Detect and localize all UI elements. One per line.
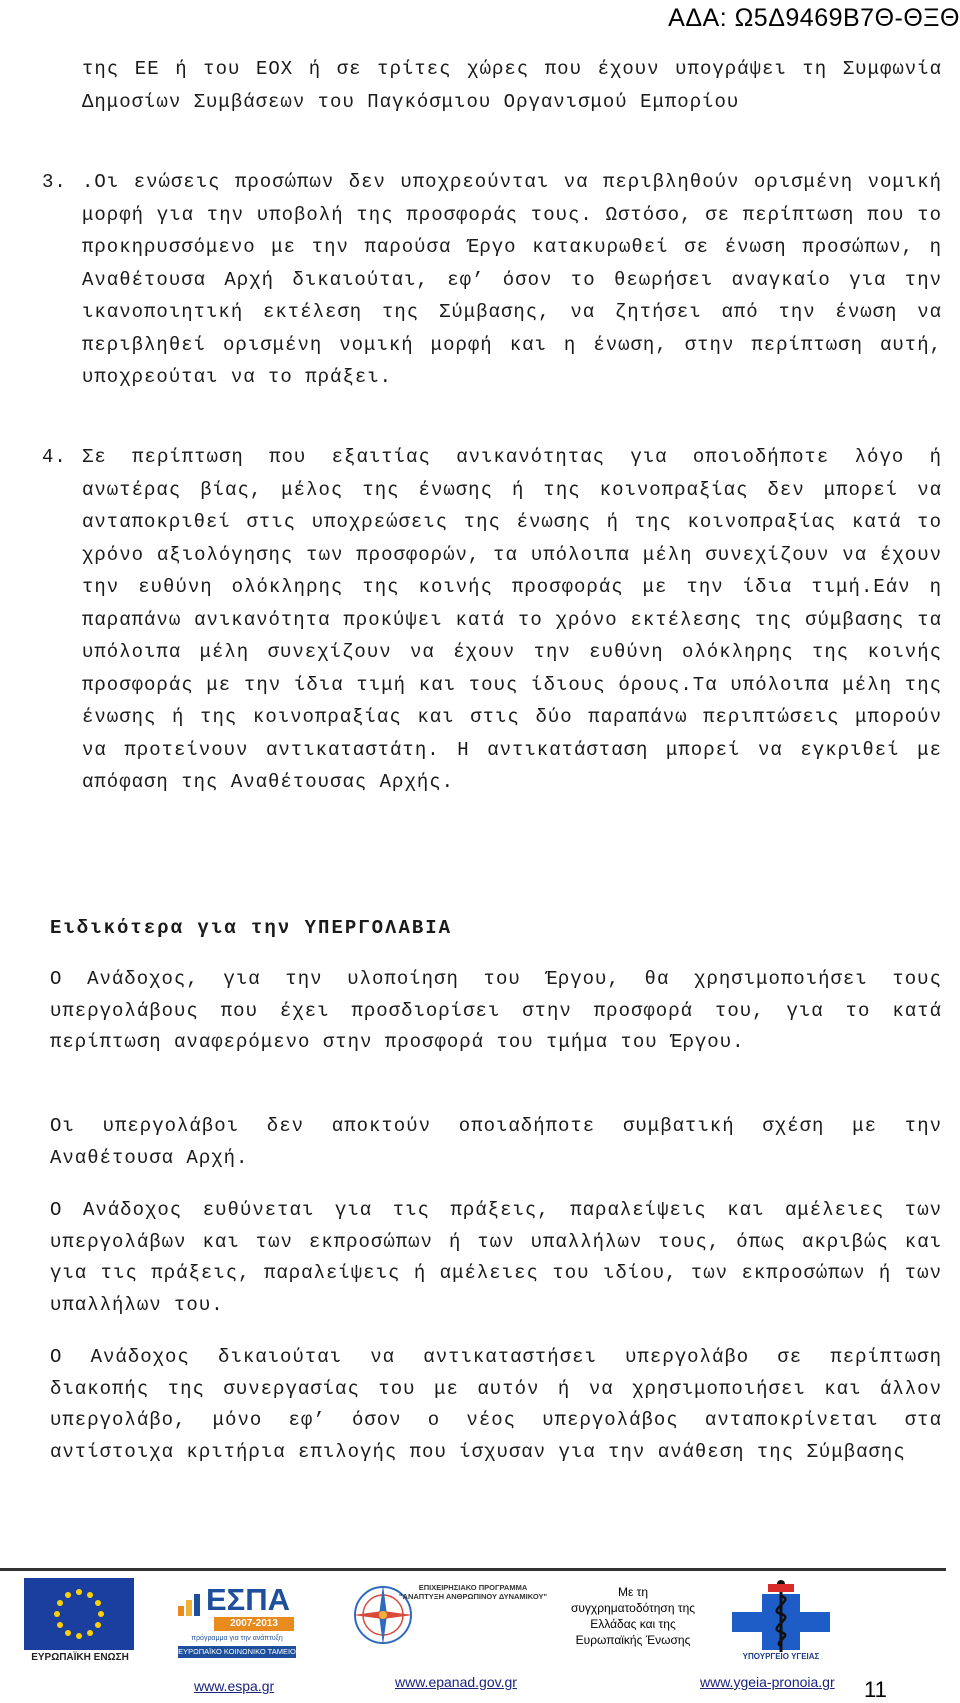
ministry-health-logo-icon [728, 1576, 834, 1656]
continuation-text: της ΕΕ ή του ΕΟΧ ή σε τρίτες χώρες που έχουν υπογράψει τη Συμφωνία Δημοσίων Συμβάσεων του Παγκόσμιου Οργανισμού Εμπορίου [82, 58, 942, 113]
footer-divider [0, 1568, 946, 1571]
cofunding-text: Με τη συγχρηματοδότηση της Ελλάδας και της Ευρωπαϊκής Ένωσης [570, 1585, 696, 1647]
footer [0, 1572, 960, 1702]
espa-years: 2007-2013 [214, 1617, 294, 1631]
page-number: 11 [864, 1677, 887, 1702]
paragraph: Οι υπεργολάβοι δεν αποκτούν οποιαδήποτε συμβατική σχέση με την Αναθέτουσα Αρχή. [50, 1115, 942, 1169]
link-espa[interactable]: www.espa.gr [194, 1678, 275, 1694]
item-number: 3. [42, 171, 67, 193]
eu-flag-icon [24, 1578, 134, 1650]
list-item-3 [42, 166, 942, 394]
espa-caption: ΕΥΡΩΠΑΪΚΟ ΚΟΙΝΩΝΙΚΟ ΤΑΜΕΙΟ [178, 1647, 296, 1656]
item-text: Σε περίπτωση που εξαιτίας ανικανότητας για οποιοδήποτε λόγο ή ανωτέρας βίας, μέλος της ένωσης ή της κοινοπραξίας δεν μπορεί να ανταποκριθεί στις υποχρεώσεις της ένωσης ή της κοινοπραξίας κατά το χρόνο αξιολόγησης των προσφορών, τα υπόλοιπα μέλη συνεχίζουν να έχουν την ευθύνη ολόκληρης της κοινής προσφοράς με την ίδια τιμή.Εάν η παραπάνω ανικανότητα προκύψει κατά το χρόνο εκτέλεσης της σύμβασης τα υπόλοιπα μέλη συνεχίζουν να έχουν την ευθύνη ολόκληρης της κοινής προσφοράς με την ίδια τιμή και τους ίδιους όρους.Τα υπόλοιπα μέλη της ένωσης ή της κοινοπραξίας και στις δύο παραπάνω περιπτώσεις μπορούν να προτείνουν αντικαταστάτη. Η αντικατάσταση μπορεί να εγκριθεί με απόφαση της Αναθέτουσας Αρχής. [82, 446, 942, 793]
link-ygeia[interactable]: www.ygeia-pronoia.gr [700, 1674, 835, 1690]
espa-subtitle: πρόγραμμα για την ανάπτυξη [191, 1635, 283, 1642]
epanad-text: ΕΠΙΧΕΙΡΗΣΙΑΚΟ ΠΡΟΓΡΑΜΜΑ "ΑΝΑΠΤΥΞΗ ΑΝΘΡΩΠΙΝΟΥ ΔΥΝΑΜΙΚΟΥ" [398, 1583, 547, 1601]
ada-code: ΑΔΑ: Ω5Δ9469Β7Θ-ΘΞΘ [668, 4, 960, 32]
paragraph: Ο Ανάδοχος, για την υλοποίηση του Έργου, θα χρησιμοποιήσει τους υπεργολάβους που έχει προσδιορίσει στην προσφορά του, για το κατά περίπτωση αναφερόμενο στην προσφορά του τμήμα του Έργου. [50, 968, 942, 1053]
link-epanad[interactable]: www.epanad.gov.gr [395, 1674, 517, 1690]
espa-logo [178, 1582, 296, 1660]
list-item-4 [42, 441, 942, 799]
eu-caption: ΕΥΡΩΠΑΪΚΗ ΕΝΩΣΗ [31, 1652, 129, 1663]
section-heading: Ειδικότερα για την ΥΠΕΡΓΟΛΑΒΙΑ [50, 917, 453, 939]
paragraph: Ο Ανάδοχος ευθύνεται για τις πράξεις, παραλείψεις και αμέλειες των υπεργολάβων και των εκπροσώπων ή των υπαλλήλων τους, όπως ακριβώς και για τις πράξεις, παραλείψεις ή αμέλειες του ιδίου, των εκπροσώπων ή των υπαλλήλων του. [50, 1199, 942, 1316]
paragraph: Ο Ανάδοχος δικαιούται να αντικαταστήσει υπεργολάβο σε περίπτωση διακοπής της συνεργασίας του με αυτόν ή να χρησιμοποιήσει και άλλον υπεργολάβο, μόνο εφ’ όσον ο νέος υπεργολάβος ανταποκρίνεται στα αντίστοιχα κριτήρια επιλογής που ίσχυσαν για την ανάθεση της Σύμβασης [50, 1346, 942, 1463]
espa-bars-icon [178, 1590, 204, 1616]
item-number: 4. [42, 446, 67, 468]
espa-word: ΕΣΠΑ [206, 1582, 291, 1617]
item-text: .Οι ενώσεις προσώπων δεν υποχρεούνται να περιβληθούν ορισμένη νομική μορφή για την υποβολή της προσφοράς τους. Ωστόσο, σε περίπτωση που το προκηρυσσόμενο με την παρούσα Έργο κατακυρωθεί σε ένωση προσώπων, η Αναθέτουσα Αρχή δικαιούται, εφ’ όσον το θεωρήσει αναγκαίο για την ικανοποιητική εκτέλεση της Σύμβασης, να ζητήσει από την ένωση να περιβληθεί ορισμένη νομική μορφή και η ένωση, στην περίπτωση αυτή, υποχρεούται να το πράξει. [82, 171, 942, 388]
ygeia-caption: ΥΠΟΥΡΓΕΙΟ ΥΓΕΙΑΣ [742, 1652, 820, 1661]
